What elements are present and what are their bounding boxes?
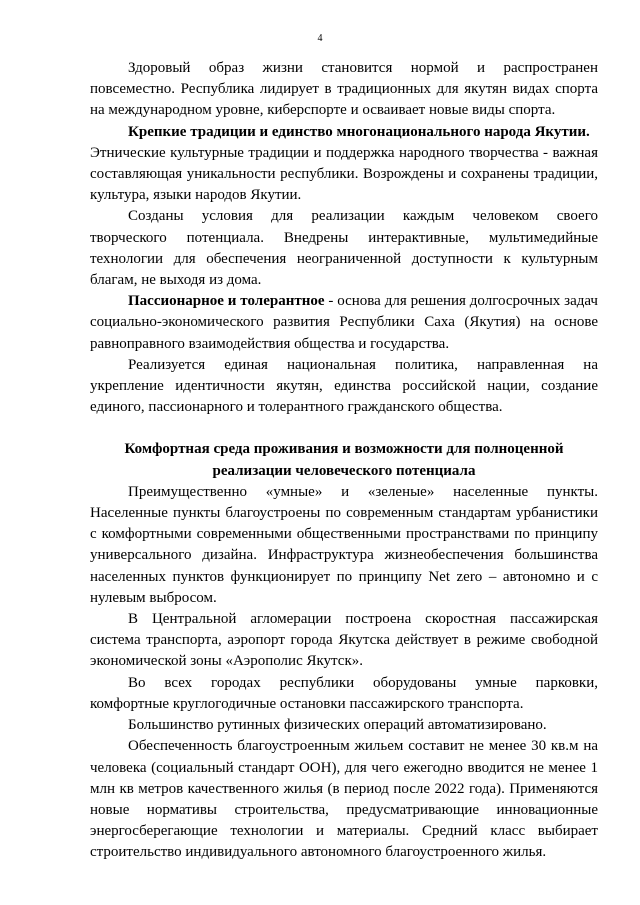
paragraph-parking-line1: Во всех городах республики оборудованы умные парковки, [128, 674, 598, 691]
page-body [90, 58, 598, 864]
page-number: 4 [317, 33, 323, 44]
paragraph-passionary: Пассионарное и толерантное - основа для решения долгосрочных задач социально-экономического развития Республики Саха (Якутия) на основе равноправного взаимодействия общества и государства. [90, 293, 598, 352]
paragraph-sport-line1: Здоровый образ жизни становится нормой и распространен [128, 60, 598, 76]
bold-phrase: Пассионарное и толерантное [128, 293, 325, 310]
paragraph-housing: Обеспеченность благоустроенным жильем составит не менее 30 кв.м на человека (социальный стандарт ООН), для чего ежегодно вводится не менее 1 млн кв метров качественного жилья (в период после 2022 года). Применяются новые нормативы строительства, предусматривающие инновационные энергосберегающие технологии и материалы. Средний класс выбирает строительство индивидуального автономного благоустроенного жилья. [90, 738, 598, 861]
paragraph-transport: В Центральной агломерации построена скоростная пассажирская система транспорта, аэропорт города Якутска действует в режиме свободной экономической зоны «Аэрополис Якутск». [90, 611, 598, 670]
paragraph-parking: комфортные круглогодичные остановки пассажирского транспорта. [90, 695, 524, 712]
section-heading: Комфортная среда проживания и возможности для полноценной реализации человеческого потенциала [124, 441, 564, 479]
bold-heading-traditions: Крепкие традиции и единство многонационального народа Якутии. [128, 123, 590, 140]
paragraph-sport: повсеместно. Республика лидирует в традиционных для якутян видах спорта на международном уровне, киберспорте и осваивает новые виды спорта. [90, 81, 598, 119]
paragraph-policy: укрепление идентичности якутян, единства российской нации, создание единого, пассионарного и толерантного гражданского общества. [90, 378, 598, 416]
paragraph-automation: Большинство рутинных физических операций автоматизировано. [128, 717, 547, 734]
paragraph-policy-line1: Реализуется единая национальная политика, направленная на [128, 356, 598, 373]
paragraph-traditions: Этнические культурные традиции и поддержка народного творчества - важная составляющая уникальности республики. Возрождены и сохранены традиции, культура, языки народов Якутии. [90, 144, 598, 204]
paragraph-creative-line1: Созданы условия для реализации каждым человеком своего [128, 208, 598, 225]
paragraph-smart-line1: Преимущественно «умные» и «зеленые» населенные пункты. [128, 483, 598, 500]
paragraph-creative: творческого потенциала. Внедрены интерактивные, мультимедийные технологии для обеспечения неограниченной доступности к культурным благам, не выходя из дома. [90, 229, 598, 289]
paragraph-smart: Населенные пункты благоустроены по современным стандартам урбанистики с комфортными современными общественными пространствами по принципу универсального дизайна. Инфраструктура жизнеобеспечения большинства населенных пунктов функционирует по принципу Net zero – автономно и с нулевым выбросом. [90, 505, 598, 606]
